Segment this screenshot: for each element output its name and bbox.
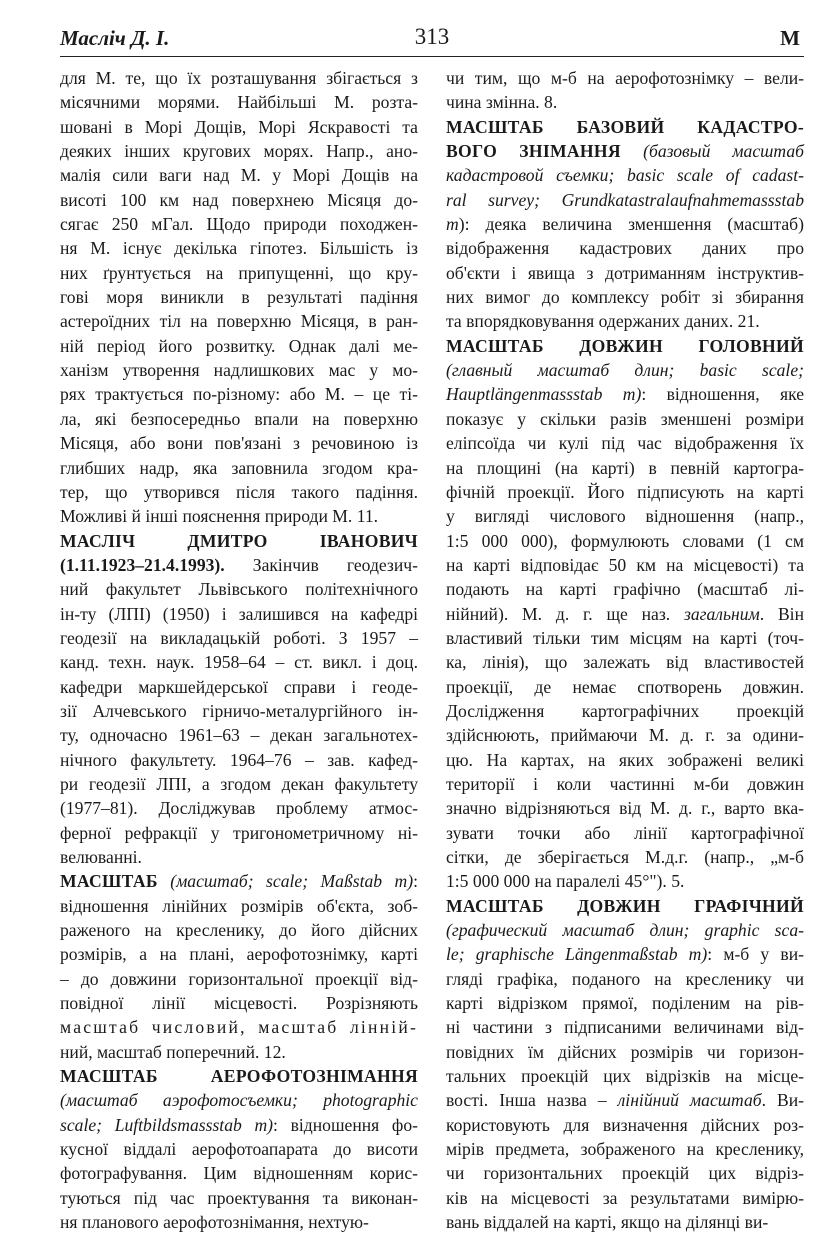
left-column-line: МАСШТАБ АЕРОФОТОЗНІМАННЯ xyxy=(60,1066,418,1087)
right-column-line: карті відрізком прямої, поділеним на рів- xyxy=(446,993,804,1014)
right-column-line: 1:5 000 000 на паралелі 45°"). 5. xyxy=(446,871,685,892)
right-column-line: проекції, де немає спотворень довжин. xyxy=(446,676,804,697)
right-column-line: гляді графіка, поданого на кресленику чи xyxy=(446,968,804,989)
left-column-line: канд. техн. наук. 1958–64 – ст. викл. і доц. xyxy=(60,652,418,673)
right-column-line: користовують для визначення дійсних роз- xyxy=(446,1114,804,1135)
left-column-line: ня М. існує декілька гіпотез. Більшість із xyxy=(60,238,418,259)
running-header xyxy=(60,20,804,57)
left-column-line: туються під час проектування та виконан- xyxy=(60,1187,418,1208)
right-column-line: вань віддалей на карті, якщо на ділянці ви- xyxy=(446,1212,769,1233)
left-column-line: малія сили ваги над М. у Морі Дощів на xyxy=(60,165,418,186)
right-column-line: (главный масштаб длин; basic scale; xyxy=(446,360,804,381)
left-column-line: ний, масштаб поперечний. 12. xyxy=(60,1041,286,1062)
left-column-line: Місяця, або вони пов'язані з речовиною із xyxy=(60,433,418,454)
left-column-line: місячними морями. Найбільші М. розта- xyxy=(60,92,418,113)
right-column-line: кадастровой съемки; basic scale of cadast- xyxy=(446,165,804,186)
left-column-line: геодезії на викладацькій роботі. З 1957 – xyxy=(60,627,418,648)
right-column-line: подають на карті графічно (масштаб лі- xyxy=(446,579,804,600)
right-column-line: на карті відповідає 50 км на місцевості) та xyxy=(446,554,804,575)
left-column-line: астероїдних тіл на поверхню Місяця, в ран- xyxy=(60,311,418,332)
left-column-line: них ґрунтується на припущенні, що кру- xyxy=(60,262,418,283)
left-column-line: рях трактується по-різному: або М. – це ті- xyxy=(60,384,418,405)
right-column-line: у вигляді числового відношення (напр., xyxy=(446,506,804,527)
running-head-entry: Масліч Д. І. xyxy=(60,26,170,50)
left-column-line: повідної лінії місцевості. Розрізняють xyxy=(60,993,418,1014)
left-column-line: ла, які безпосередньо впали на поверхню xyxy=(60,408,418,429)
left-column-line: – до довжини горизонтальної проекції від- xyxy=(60,968,418,989)
right-column-line: ВОГО ЗНІМАННЯ (базовый масштаб xyxy=(446,141,804,162)
left-column-line: ній період його розвитку. Однак далі ме- xyxy=(60,335,418,356)
left-column-line: (1977–81). Досліджував проблему атмос- xyxy=(60,798,418,819)
right-column-line: (графический масштаб длин; graphic sca- xyxy=(446,920,804,941)
right-column-line: чи тим, що м-б на аерофотознімку – вели- xyxy=(446,68,804,88)
left-column-line: scale; Luftbildsmassstab m): відношення фо- xyxy=(60,1114,418,1135)
left-column-line: розмірів, а на плані, аерофотознімку, карті xyxy=(60,944,418,965)
left-column-line: (масштаб аэрофотосъемки; photographic xyxy=(60,1090,418,1111)
left-column-line: нічного факультету. 1964–76 – зав. кафед- xyxy=(60,749,418,770)
right-column-line: значно відрізняються від М. д. г., варто вка- xyxy=(446,798,804,819)
left-column-line: ін-ту (ЛПІ) (1950) і залишився на кафедрі xyxy=(60,603,418,624)
right-column-line: території і коли частинні м-би довжин xyxy=(446,773,804,794)
right-column-line: чи горизонтальних проекцій цих відріз- xyxy=(446,1163,804,1184)
right-column-line: вості. Інша назва – лінійний масштаб. Ви- xyxy=(446,1090,805,1111)
left-column-line: раженого на кресленику, до його дійсних xyxy=(60,920,418,941)
right-column-line: чина змінна. 8. xyxy=(446,92,558,113)
left-column-line: для М. те, що їх розташування збігається з xyxy=(60,68,418,88)
right-column-line: Hauptlängenmassstab m): відношення, яке xyxy=(446,384,804,405)
left-column-line: ту, одночасно 1961–63 – декан загальнотех- xyxy=(60,725,418,746)
right-column-line: цю. На картах, на яких зображені великі xyxy=(446,749,804,770)
right-column-line: сітки, де зберігається М.д.г. (напр., „м-б xyxy=(446,847,804,867)
right-column-line: m): деяка величина зменшення (масштаб) xyxy=(446,214,804,235)
right-column-line: об'єкти і явища з дотриманням інструктив- xyxy=(446,262,804,283)
right-column-line: ка, лінія), що залежать від властивостей xyxy=(446,652,804,673)
left-column-line: ний факультет Львівського політехнічного xyxy=(60,579,418,600)
left-column-line: глибших надр, яка заповнила згодом кра- xyxy=(60,457,418,478)
right-column-line: здійснюють, приймаючи М. д. г. за одини- xyxy=(446,725,804,746)
left-column-line: шовані в Морі Дощів, Морі Яскравості та xyxy=(60,116,418,137)
right-column-line: МАСШТАБ БАЗОВИЙ КАДАСТРО- xyxy=(446,116,804,137)
left-column-line: сягає 250 мГал. Щодо природи походжен- xyxy=(60,214,418,235)
page-number: 313 xyxy=(414,24,450,49)
left-column-line: МАСШТАБ (масштаб; scale; Maßstab m): xyxy=(60,871,418,892)
left-column-line: відношення лінійних розмірів об'єкта, зоб- xyxy=(60,895,418,916)
right-column-line: них вимог до комплексу робіт зі збирання xyxy=(446,287,804,308)
right-column-line: ral survey; Grundkatastralaufnahmemassstab xyxy=(446,189,804,210)
left-column-line: зії Алчевського гірничо-металургійного ін- xyxy=(60,700,418,721)
left-column-line: Можливі й інші пояснення природи М. 11. xyxy=(60,506,379,527)
left-column-line: гові моря виникли в результаті падіння xyxy=(60,287,418,308)
left-column xyxy=(60,66,418,1235)
right-column-line: та впорядковування одержаних даних. 21. xyxy=(446,311,760,332)
right-column-line: тальних проекцій цих відрізків на місце- xyxy=(446,1066,804,1087)
left-column-line: велюванні. xyxy=(60,847,142,867)
right-column-line: мірів предмета, зображеного на кресленику, xyxy=(446,1139,804,1160)
left-column-line: ханізм утворення надлишкових мас у мо- xyxy=(60,360,418,381)
left-column-line: фотографування. Цим відношенням корис- xyxy=(60,1163,418,1184)
right-column-line: МАСШТАБ ДОВЖИН ГОЛОВНИЙ xyxy=(446,335,804,356)
right-column-line: МАСШТАБ ДОВЖИН ГРАФІЧНИЙ xyxy=(446,895,804,916)
right-column-line: властивий тільки тим місцям на карті (точ- xyxy=(446,627,804,648)
left-column-line: ферної рефракції у тригонометричному ні- xyxy=(60,822,418,843)
left-column-line: кафедри маркшейдерської справи і геоде- xyxy=(60,676,418,697)
right-column-line: на площині (на карті) в певній картогра- xyxy=(446,457,804,478)
right-column-line: повідних їм дійсних розмірів чи горизон- xyxy=(446,1041,804,1062)
right-column-line: le; graphische Längenmaßstab m): м-б у ви- xyxy=(446,944,804,965)
right-column-line: еліпсоїда чи кулі під час відображення їх xyxy=(446,433,804,454)
left-column-line: тер, що утворився після такого падіння. xyxy=(60,481,418,502)
left-column-line: деяких інших кругових морях. Напр., ано- xyxy=(60,141,418,162)
left-column-line: МАСЛІЧ ДМИТРО ІВАНОВИЧ xyxy=(60,530,418,551)
right-column-line: показує у скільки разів зменшені розміри xyxy=(446,408,804,429)
left-column-line: ри геодезії ЛПІ, а згодом декан факультету xyxy=(60,773,418,794)
left-column-line: масштаб числовий, масштаб лінній- xyxy=(60,1017,418,1038)
left-column-line: (1.11.1923–21.4.1993). Закінчив геодезич- xyxy=(60,554,418,575)
right-column-line: зувати точки або лінії картографічної xyxy=(446,822,804,843)
right-column-line: 1:5 000 000), формулюють словами (1 см xyxy=(446,530,804,551)
right-column-line: нійний). М. д. г. ще наз. загальним. Він xyxy=(446,603,804,624)
left-column-line: кусної віддалі аерофотоапарата до висоти xyxy=(60,1139,418,1160)
right-column xyxy=(446,66,804,1235)
right-column-line: фічній проекції. Його підписують на карті xyxy=(446,481,804,502)
right-column-line: ні частини з підписаними величинами від- xyxy=(446,1017,804,1038)
right-column-line: відображення кадастрових даних про xyxy=(446,238,804,259)
section-letter: М xyxy=(780,26,800,50)
left-column-line: висоті 100 км над поверхнею Місяця до- xyxy=(60,189,418,210)
left-column-line: ня планового аерофотознімання, нехтую- xyxy=(60,1212,369,1233)
right-column-line: ків на місцевості за результатами вимірю- xyxy=(446,1187,804,1208)
right-column-line: Дослідження картографічних проекцій xyxy=(446,700,804,721)
